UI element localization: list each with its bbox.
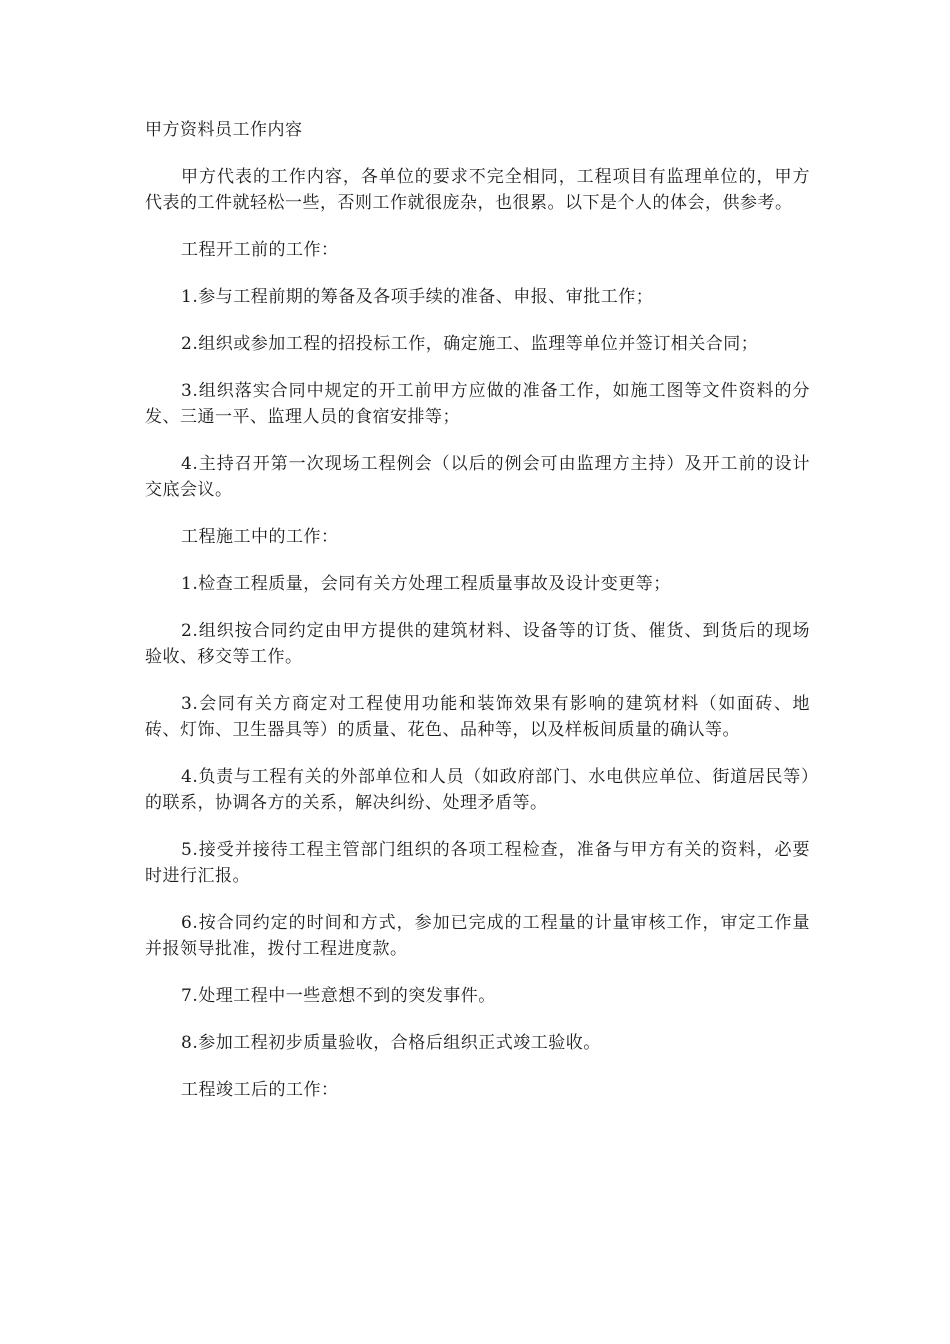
list-item: 3.组织落实合同中规定的开工前甲方应做的准备工作，如施工图等文件资料的分发、三通一平、监理人员的食宿安排等； (145, 381, 810, 427)
section-heading-during-construction: 工程施工中的工作： (181, 527, 339, 547)
list-item: 3.会同有关方商定对工程使用功能和装饰效果有影响的建筑材料（如面砖、地砖、灯饰、卫生器具等）的质量、花色、品种等，以及样板间质量的确认等。 (145, 694, 810, 740)
list-item: 7.处理工程中一些意想不到的突发事件。 (181, 986, 496, 1006)
list-item: 5.接受并接待工程主管部门组织的各项工程检查，准备与甲方有关的资料，必要时进行汇报。 (145, 840, 810, 886)
document-title: 甲方资料员工作内容 (145, 120, 303, 140)
list-item: 2.组织按合同约定由甲方提供的建筑材料、设备等的订货、催货、到货后的现场验收、移交等工作。 (145, 621, 810, 667)
list-item: 4.负责与工程有关的外部单位和人员（如政府部门、水电供应单位、街道居民等）的联系，协调各方的关系，解决纠纷、处理矛盾等。 (145, 767, 810, 813)
paragraph-intro: 甲方代表的工作内容，各单位的要求不完全相同，工程项目有监理单位的，甲方代表的工件就轻松一些，否则工作就很庞杂，也很累。以下是个人的体会，供参考。 (145, 167, 810, 213)
list-item: 2.组织或参加工程的招投标工作，确定施工、监理等单位并签订相关合同； (181, 334, 759, 354)
section-heading-after-completion: 工程竣工后的工作： (181, 1080, 339, 1100)
section-heading-before-construction: 工程开工前的工作： (181, 240, 339, 260)
document-body (145, 117, 810, 1124)
list-item: 1.参与工程前期的筹备及各项手续的准备、申报、审批工作； (181, 287, 654, 307)
list-item: 1.检查工程质量，会同有关方处理工程质量事故及设计变更等； (181, 574, 671, 594)
list-item: 8.参加工程初步质量验收，合格后组织正式竣工验收。 (181, 1033, 601, 1053)
list-item: 4.主持召开第一次现场工程例会（以后的例会可由监理方主持）及开工前的设计交底会议。 (145, 454, 810, 500)
list-item: 6.按合同约定的时间和方式，参加已完成的工程量的计量审核工作，审定工作量并报领导批准，拨付工程进度款。 (145, 913, 810, 959)
